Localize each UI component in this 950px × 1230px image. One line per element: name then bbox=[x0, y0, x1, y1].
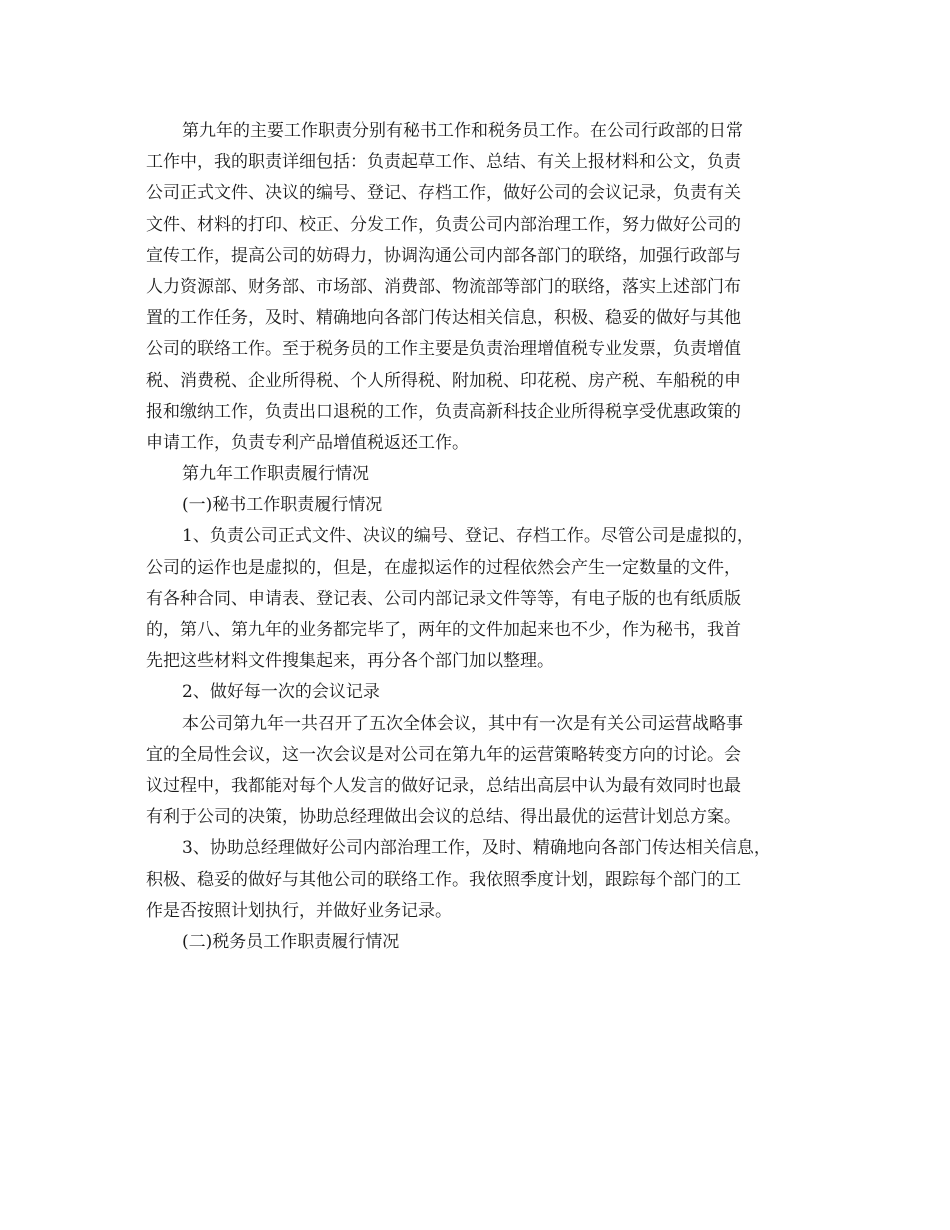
text-line: 1、负责公司正式文件、决议的编号、登记、存档工作。尽管公司是虚拟的， bbox=[182, 526, 754, 547]
subsection-heading: (一)秘书工作职责履行情况 bbox=[182, 495, 383, 516]
text-line: 宜的全局性会议，这一次会议是对公司在第九年的运营策略转变方向的讨论。会 bbox=[146, 744, 741, 765]
text-line: 先把这些材料文件搜集起来，再分各个部门加以整理。 bbox=[146, 651, 554, 672]
text-line: 本公司第九年一共召开了五次全体会议，其中有一次是有关公司运营战略事 bbox=[182, 713, 743, 734]
text-line: 积极、稳妥的做好与其他公司的联络工作。我依照季度计划，跟踪每个部门的工 bbox=[146, 869, 741, 890]
text-line: 申请工作，负责专利产品增值税返还工作。 bbox=[146, 432, 469, 453]
text-line: 议过程中，我都能对每个人发言的做好记录，总结出高层中认为最有效同时也最 bbox=[146, 775, 741, 796]
section-heading: 第九年工作职责履行情况 bbox=[182, 464, 369, 485]
text-line: 公司的运作也是虚拟的，但是，在虚拟运作的过程依然会产生一定数量的文件， bbox=[146, 557, 741, 578]
text-line: 有各种合同、申请表、登记表、公司内部记录文件等等，有电子版的也有纸质版 bbox=[146, 588, 741, 609]
text-line: 置的工作任务，及时、精确地向各部门传达相关信息，积极、稳妥的做好与其他 bbox=[146, 308, 741, 329]
text-line: 报和缴纳工作，负责出口退税的工作，负责高新科技企业所得税享受优惠政策的 bbox=[146, 401, 741, 422]
text-line: 公司的联络工作。至于税务员的工作主要是负责治理增值税专业发票，负责增值 bbox=[146, 339, 741, 360]
text-line: 税、消费税、企业所得税、个人所得税、附加税、印花税、房产税、车船税的申 bbox=[146, 370, 741, 391]
subsection-heading: (二)税务员工作职责履行情况 bbox=[182, 931, 400, 952]
text-line: 的，第八、第九年的业务都完毕了，两年的文件加起来也不少，作为秘书，我首 bbox=[146, 620, 741, 640]
item-heading: 2、做好每一次的会议记录 bbox=[182, 682, 380, 703]
document-page bbox=[146, 116, 806, 958]
text-line: 作是否按照计划执行，并做好业务记录。 bbox=[146, 900, 452, 921]
text-line: 宣传工作，提高公司的妨碍力，协调沟通公司内部各部门的联络，加强行政部与 bbox=[146, 245, 741, 266]
text-line: 第九年的主要工作职责分别有秘书工作和税务员工作。在公司行政部的日常 bbox=[182, 121, 743, 141]
text-line: 公司正式文件、决议的编号、登记、存档工作，做好公司的会议记录，负责有关 bbox=[146, 183, 741, 204]
text-line: 文件、材料的打印、校正、分发工作，负责公司内部治理工作，努力做好公司的 bbox=[146, 214, 741, 235]
text-line: 3、协助总经理做好公司内部治理工作，及时、精确地向各部门传达相关信息， bbox=[182, 838, 771, 859]
text-line: 有利于公司的决策，协助总经理做出会议的总结、得出最优的运营计划总方案。 bbox=[146, 807, 741, 828]
text-line: 人力资源部、财务部、市场部、消费部、物流部等部门的联络，落实上述部门布 bbox=[146, 276, 741, 297]
text-line: 工作中，我的职责详细包括：负责起草工作、总结、有关上报材料和公文，负责 bbox=[146, 152, 741, 173]
